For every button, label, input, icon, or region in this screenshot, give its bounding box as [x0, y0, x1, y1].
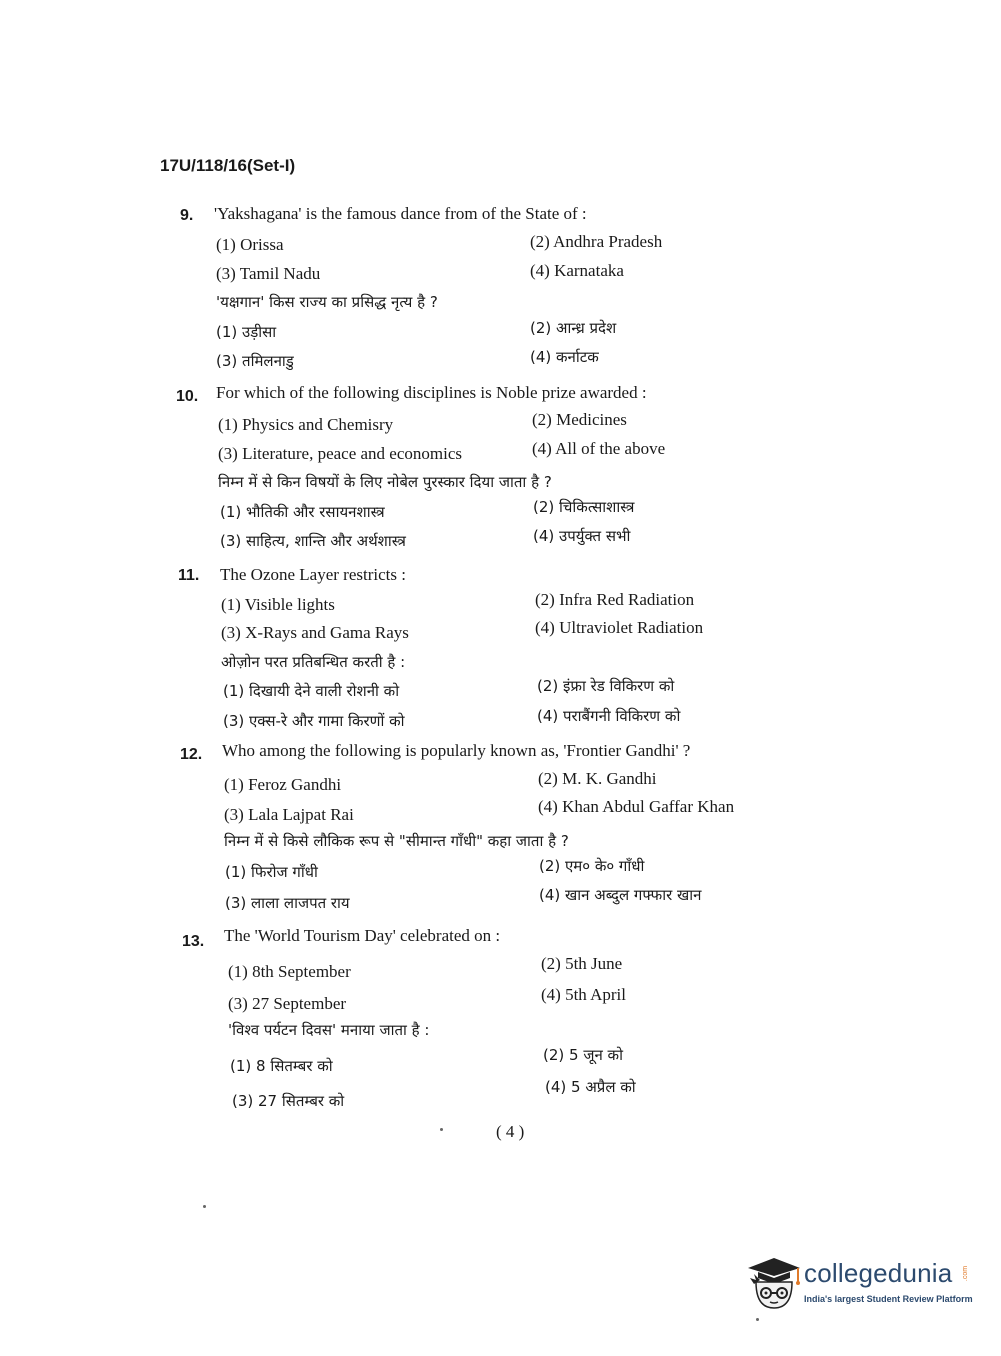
option-4-en: (4) Karnataka — [530, 261, 624, 280]
brand-tagline: India's largest Student Review Platform — [804, 1294, 973, 1304]
question-text-hi: निम्न में से किन विषयों के लिए नोबेल पुरस्कार दिया जाता है ? — [218, 473, 552, 491]
option-4-en: (4) Khan Abdul Gaffar Khan — [538, 797, 735, 816]
option-2-hi: (2) एम० के० गाँधी — [539, 857, 645, 875]
option-4-en: (4) 5th April — [541, 985, 626, 1004]
question-text-hi: 'विश्व पर्यटन दिवस' मनाया जाता है : — [228, 1021, 430, 1039]
option-1-en: (1) Visible lights — [221, 595, 335, 614]
scan-speck — [203, 1205, 206, 1208]
option-1-en: (1) Physics and Chemisry — [218, 415, 394, 434]
option-3-en: (3) Tamil Nadu — [216, 264, 321, 283]
option-2-en: (2) Andhra Pradesh — [530, 232, 663, 251]
option-3-hi: (3) साहित्य, शान्ति और अर्थशास्त्र — [220, 532, 406, 550]
question-number: 13. — [182, 933, 205, 950]
brand-domain-suffix: .com — [962, 1265, 970, 1282]
question-text-en: The 'World Tourism Day' celebrated on : — [224, 926, 501, 945]
option-3-hi: (3) एक्स-रे और गामा किरणों को — [223, 712, 405, 730]
collegedunia-watermark — [742, 1252, 972, 1314]
question-text-en: The Ozone Layer restricts : — [220, 565, 406, 584]
option-4-en: (4) Ultraviolet Radiation — [535, 618, 704, 637]
option-4-hi: (4) 5 अप्रैल को — [545, 1078, 636, 1096]
question-text-en: For which of the following disciplines is Noble prize awarded : — [216, 383, 647, 402]
option-2-en: (2) Medicines — [532, 410, 627, 429]
option-1-en: (1) 8th September — [228, 962, 351, 981]
option-1-hi: (1) भौतिकी और रसायनशास्त्र — [220, 503, 385, 521]
option-2-hi: (2) आन्ध्र प्रदेश — [530, 319, 617, 337]
option-4-hi: (4) खान अब्दुल गफ्फार खान — [539, 886, 702, 904]
scan-speck — [440, 1128, 443, 1131]
option-2-en: (2) M. K. Gandhi — [538, 769, 657, 788]
option-1-hi: (1) उड़ीसा — [216, 323, 277, 341]
question-text-en: 'Yakshagana' is the famous dance from of the State of : — [214, 204, 587, 223]
question-number: 9. — [180, 207, 194, 224]
question-number: 10. — [176, 388, 199, 405]
option-2-hi: (2) चिकित्साशास्त्र — [533, 498, 635, 516]
option-2-hi: (2) 5 जून को — [543, 1046, 623, 1064]
option-3-hi: (3) लाला लाजपत राय — [225, 894, 350, 912]
option-3-en: (3) Literature, peace and economics — [218, 444, 463, 463]
question-text-hi: 'यक्षगान' किस राज्य का प्रसिद्ध नृत्य है ? — [216, 293, 438, 311]
option-3-en: (3) 27 September — [228, 994, 347, 1013]
page-number: ( 4 ) — [496, 1122, 525, 1141]
brand-name: collegedunia — [804, 1258, 953, 1288]
option-4-hi: (4) कर्नाटक — [530, 348, 599, 366]
paper-code: 17U/118/16(Set-I) — [160, 156, 296, 175]
question-text-hi: निम्न में से किसे लौकिक रूप से "सीमान्त गाँधी" कहा जाता है ? — [224, 832, 569, 850]
option-1-hi: (1) फिरोज गाँधी — [225, 863, 318, 881]
option-2-en: (2) Infra Red Radiation — [535, 590, 695, 609]
option-3-hi: (3) 27 सितम्बर को — [232, 1092, 345, 1110]
question-text-en: Who among the following is popularly known as, 'Frontier Gandhi' ? — [222, 741, 691, 760]
question-number: 12. — [180, 746, 203, 763]
option-1-hi: (1) दिखायी देने वाली रोशनी को — [223, 682, 400, 700]
option-1-hi: (1) 8 सितम्बर को — [230, 1057, 333, 1075]
scan-speck — [756, 1318, 759, 1321]
question-text-hi: ओज़ोन परत प्रतिबन्धित करती है : — [221, 653, 406, 671]
option-3-hi: (3) तमिलनाडु — [216, 352, 294, 370]
collegedunia-logo-icon — [742, 1252, 802, 1312]
option-4-en: (4) All of the above — [532, 439, 666, 458]
question-number: 11. — [178, 567, 200, 584]
option-4-hi: (4) उपर्युक्त सभी — [533, 527, 631, 545]
option-1-en: (1) Feroz Gandhi — [224, 775, 342, 794]
option-3-en: (3) Lala Lajpat Rai — [224, 805, 354, 824]
option-4-hi: (4) पराबैंगनी विकिरण को — [537, 707, 681, 725]
option-3-en: (3) X-Rays and Gama Rays — [221, 623, 409, 642]
option-2-en: (2) 5th June — [541, 954, 623, 973]
option-2-hi: (2) इंफ्रा रेड विकिरण को — [537, 677, 675, 695]
option-1-en: (1) Orissa — [216, 235, 284, 254]
